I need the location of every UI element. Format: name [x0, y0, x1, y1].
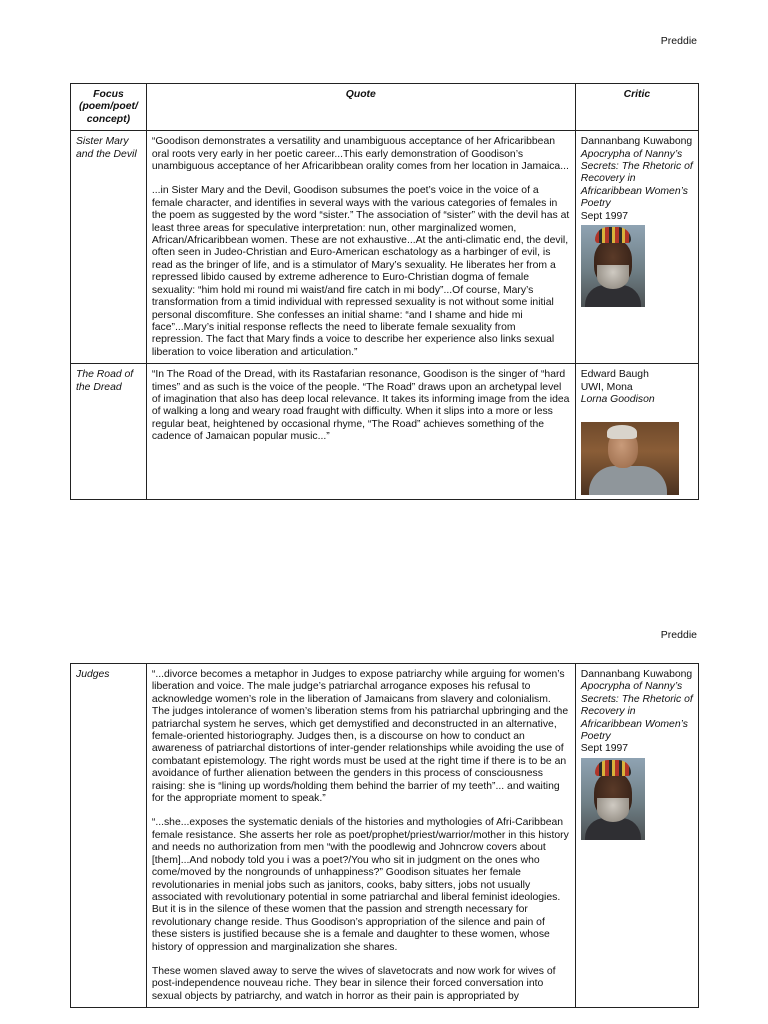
critic-cell	[575, 364, 698, 500]
header-quote: Quote	[146, 84, 575, 131]
critic-portrait-photo	[581, 422, 679, 495]
quote-paragraph: “In The Road of the Dread, with its Rastafarian resonance, Goodison is the singer of “hard times” and as such is the voice of the people. “The Road” draws upon an archetypal level of imagination that also has deep local relevance. It takes its informing image from the idea of walking a long and weary road fraught with difficulty. When it slips into a more or less regular beat, heightened by occasional rhyme, “The Road” achieves something of the cadence of Jamaican popular music...”	[151, 369, 570, 443]
page-header-author: Preddie	[660, 35, 697, 47]
critic-work-title: Apocrypha of Nanny’s Secrets: The Rhetoric of Recovery in Africaribbean Women’s Poetry	[580, 148, 693, 210]
quote-cell	[146, 131, 575, 364]
critic-portrait-photo	[581, 225, 645, 307]
critic-name: Edward Baugh	[580, 369, 649, 381]
focus-cell: Judges	[71, 664, 147, 1008]
quote-cell	[146, 364, 575, 500]
quote-cell	[146, 664, 575, 1008]
table-row	[71, 131, 699, 364]
critic-affiliation: UWI, Mona	[580, 381, 633, 393]
critic-name: Dannanbang Kuwabong	[580, 669, 693, 680]
focus-cell: Sister Mary and the Devil	[71, 131, 147, 364]
table-row	[71, 364, 699, 500]
quote-paragraph: “...divorce becomes a metaphor in Judges to expose patriarchy while arguing for women’s liberation and voice. The male judge’s patriarchal arrogance exposes his refusal to acknowledge women’s role in the liberation of Jamaicans from slavery and colonialism. The judges intolerance of women’s liberation stems from his patriarchal upbringing and the patriarchal system he serves, which get demystified and deconstructed in an alternative, female-oriented historiography. Judges then, is a discourse on how to conduct an awareness of patriarchal distortions of inter-gender relationships while avoiding the use of combatant epistemology. The right words must be used at the right time if there is to be an avoidance of further alienation between the genders in this process of consciousness raising: she is “lining up words/holding them behind the barrier of my teeth”... and waiting for the appropriate moment to speak.”	[151, 669, 569, 805]
header-critic: Critic	[575, 84, 698, 131]
page-header-author: Preddie	[660, 629, 697, 641]
critic-cell	[575, 664, 698, 1008]
quote-paragraph: “...she...exposes the systematic denials of the histories and mythologies of Afri-Caribbean female resistance. She asserts her role as poet/prophet/priest/warrior/mother in this history and needs no authorization from men “with the poodlewig and Johncrow covers about [them]...And nobody told you i was a poet?/You who sit in judgment on the ones who come/moved by the nongrounds of unhappiness?” Goodison situates her female revolutionaries in menial jobs such as janitors, cooks, baby sitters, jobs not usually associated with revolutionary potential in some patriarchal and liberal feminist ideologies. But it is in the silence of these women that the passion and strength necessary for revolutionary change reside. Thus Goodison’s appropriation of the silence and pain of these sisters is justified because she is a female and daughter to these women, whose history of oppression and marginalization she shares.	[151, 817, 569, 953]
table-header-row	[71, 84, 699, 131]
critics-table-page-1	[70, 83, 699, 500]
critic-date: Sept 1997	[580, 743, 629, 755]
critic-work-title: Apocrypha of Nanny’s Secrets: The Rhetoric of Recovery in Africaribbean Women’s Poetry	[580, 681, 693, 743]
focus-cell: The Road of the Dread	[71, 364, 147, 500]
table-row	[71, 664, 699, 1008]
critic-date: Sept 1997	[580, 210, 629, 222]
quote-paragraph: These women slaved away to serve the wives of slavetocrats and now work for wives of post-independence nouveau riche. They bear in silence their forced conversation into sexual objects by patriarchy, and watch in horror as their pain is appropriated by	[151, 965, 556, 1002]
critics-table-page-2	[70, 663, 699, 1008]
critic-name: Dannanbang Kuwabong	[580, 136, 693, 148]
header-focus: Focus (poem/poet/ concept)	[71, 84, 147, 131]
critic-portrait-photo	[581, 758, 645, 840]
critic-cell	[575, 131, 698, 364]
quote-paragraph: ...in Sister Mary and the Devil, Goodison subsumes the poet’s voice in the voice of a female character, and identifies in several ways with the various categories of females in the poem as suggested by the word “sister.” The association of “sister” with the devil has at least three areas for speculative interpretation: nun, other marginalized women, African/Africaribbean women. These are not exhaustive...At the anti-climatic end, the devil, often seen in Judeo-Christian and Euro-American eschatology as a harbinger of evil, is read as the bringer of life, and is a stimulator of Mary’s sexuality. He liberates her from a repressed libido caused by extreme adherence to Euro-Christian dogma of female sexuality: “him hold mi round mi waist/and fire catch in mi body”...Of course, Mary’s transformation from a timid individual with repressed sexuality is not without some initial personal discomfiture. She confesses an initial shame: “and I shame and hide mi face”...Mary’s initial response reflects the need to liberate female sexuality from repression. The fact that Mary finds a voice to describe her experience also links sexual liberation to voice liberation and articulation.”	[151, 185, 570, 358]
critic-work-title: Lorna Goodison	[580, 393, 655, 405]
quote-paragraph: “Goodison demonstrates a versatility and unambiguous acceptance of her Africaribbean oral roots very early in her poetic career...This early demonstration of Goodison’s unambiguous acceptance of her Africaribbean orality comes from her location in Jamaica...	[151, 136, 569, 173]
